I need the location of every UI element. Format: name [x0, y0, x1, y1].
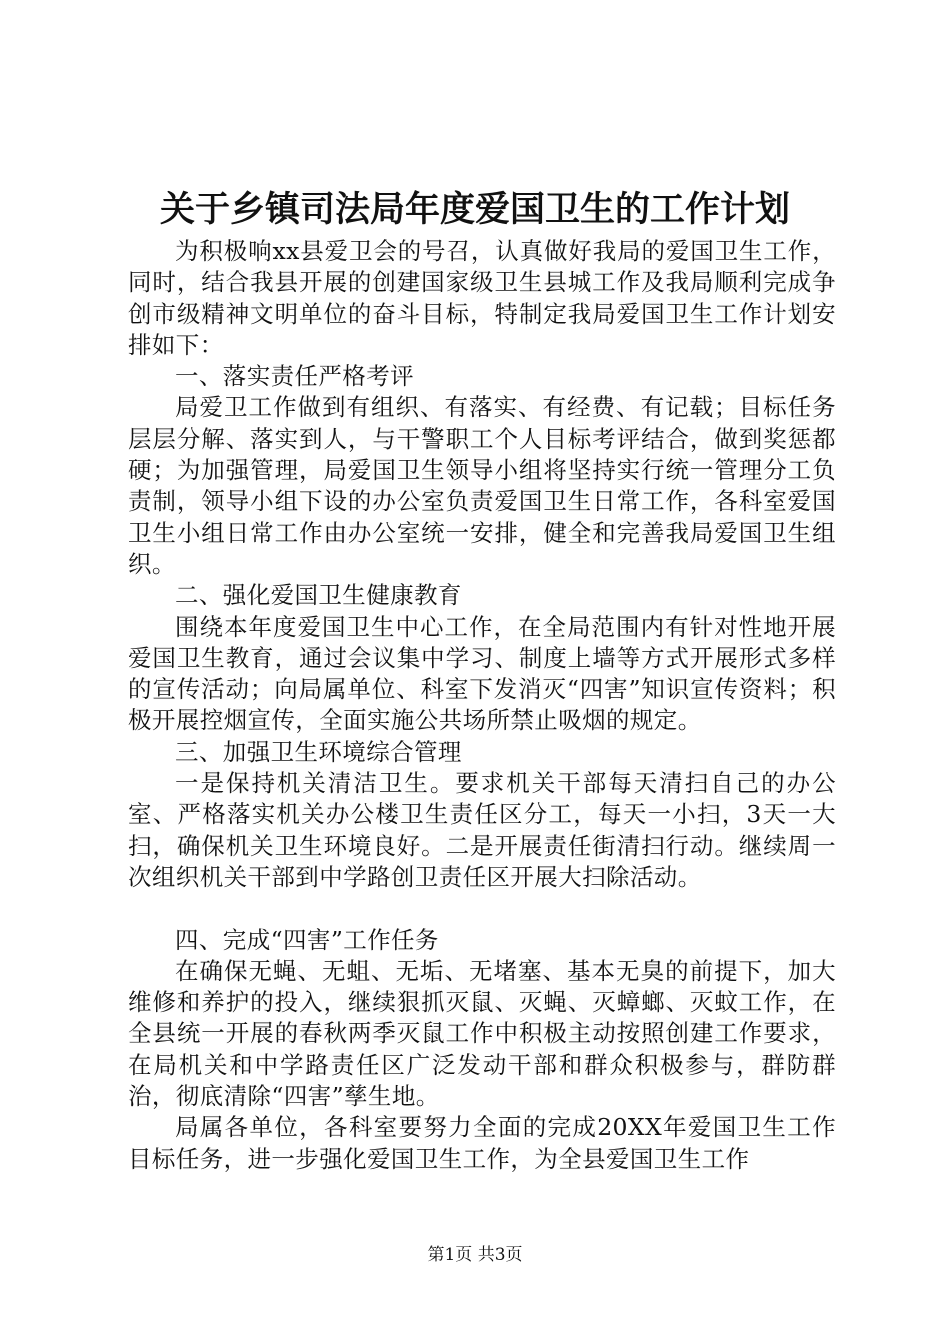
- section-paragraph-3: 一是保持机关清洁卫生。要求机关干部每天清扫自己的办公室、严格落实机关办公楼卫生责任区分工，每天一小扫，3天一大扫，确保机关卫生环境良好。二是开展责任街清扫行动。继续周一次组织机关干部到中学路创卫责任区开展大扫除活动。: [128, 769, 836, 891]
- section-heading-4: 四、完成“四害”工作任务: [175, 925, 439, 954]
- document-title: 关于乡镇司法局年度爱国卫生的工作计划: [159, 189, 790, 230]
- intro-paragraph: 为积极响xx县爱卫会的号召，认真做好我局的爱国卫生工作，同时，结合我县开展的创建国家级卫生县城工作及我局顺利完成争创市级精神文明单位的奋斗目标，特制定我局爱国卫生工作计划安排如下：: [128, 237, 836, 359]
- section-paragraph-4: 在确保无蝇、无蛆、无垢、无堵塞、基本无臭的前提下，加大维修和养护的投入，继续狠抓灭鼠、灭蝇、灭蟑螂、灭蚊工作，在全县统一开展的春秋两季灭鼠工作中积极主动按照创建工作要求，在局机关和中学路责任区广泛发动干部和群众积极参与，群防群治，彻底清除“四害”孳生地。: [128, 956, 836, 1111]
- document-body: [128, 236, 836, 1175]
- closing-paragraph: 局属各单位，各科室要努力全面的完成20XX年爱国卫生工作目标任务，进一步强化爱国卫生工作，为全县爱国卫生工作: [128, 1113, 836, 1173]
- section-paragraph-2: 围绕本年度爱国卫生中心工作，在全局范围内有针对性地开展爱国卫生教育，通过会议集中学习、制度上墙等方式开展形式多样的宣传活动；向局属单位、科室下发消灭“四害”知识宣传资料；积极开展控烟宣传，全面实施公共场所禁止吸烟的规定。: [128, 612, 836, 735]
- section-heading-1: 一、落实责任严格考评: [175, 362, 414, 391]
- section-heading-3: 三、加强卫生环境综合管理: [175, 737, 462, 766]
- section-heading-2: 二、强化爱国卫生健康教育: [175, 581, 462, 610]
- page-footer: 第1页 共3页: [427, 1245, 523, 1265]
- section-paragraph-1: 局爱卫工作做到有组织、有落实、有经费、有记载；目标任务层层分解、落实到人，与干警职工个人目标考评结合，做到奖惩都硬；为加强管理，局爱国卫生领导小组将坚持实行统一管理分工负责制，领导小组下设的办公室负责爱国卫生日常工作，各科室爱国卫生小组日常工作由办公室统一安排，健全和完善我局爱国卫生组织。: [128, 393, 836, 578]
